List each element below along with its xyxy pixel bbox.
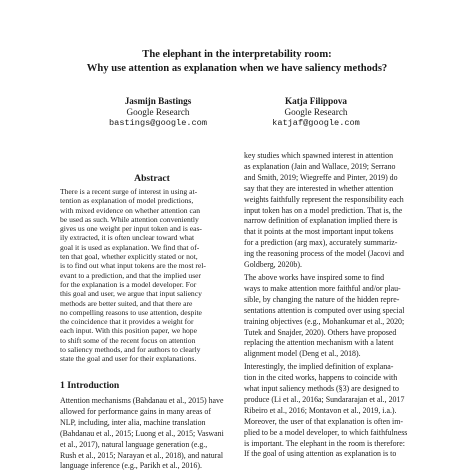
abstract-line: methods are better suited, and that there are (60, 298, 193, 308)
abstract-line: goal it is used as explanation. We find that of- (60, 242, 200, 252)
abstract-heading: Abstract (134, 173, 170, 184)
abstract-line: each input. With this position paper, we hope (60, 326, 197, 336)
abstract-line: be used as such. While attention conveniently (60, 214, 199, 224)
abstract-line: this goal and user, we argue that input saliency (60, 289, 202, 299)
author-name: Katja Filippova (284, 96, 348, 106)
body-line: Tutek and Snajder, 2020). Others have proposed (244, 327, 397, 337)
author-affiliation: Google Research (284, 107, 348, 117)
body-line: as explanation (Jain and Wallace, 2019; Serrano (244, 161, 396, 171)
abstract-line: ten that goal, whether explicitly stated or not, (60, 252, 198, 262)
author-affiliation: Google Research (126, 107, 190, 117)
body-line: (Bahdanau et al., 2015; Luong et al., 2015; Vaswani (60, 428, 224, 438)
body-line: is important. The elephant in the room is therefore: (244, 438, 405, 448)
section-heading-introduction: 1 Introduction (60, 380, 120, 391)
body-line: Interestingly, the implied definition of explana- (244, 362, 394, 372)
author-block (241, 96, 391, 129)
body-line: and Smith, 2019; Wiegreffe and Pinter, 2019) do (244, 172, 398, 182)
body-line: produce (Li et al., 2016a; Sundararajan et al., 2017 (244, 394, 405, 404)
body-line: The above works have inspired some to find (244, 272, 385, 282)
abstract-line: with mixed evidence on whether attention can (60, 205, 201, 215)
abstract-line: to shift some of the recent focus on attention (60, 335, 196, 345)
body-line: NLP, including, inter alia, machine translation (60, 417, 206, 427)
body-line: key studies which spawned interest in attention (244, 151, 394, 160)
body-line: input token has on a model prediction. That is, the (244, 205, 403, 215)
abstract-line: evant to a prediction, and that the implied user (60, 270, 202, 280)
body-line: replacing the attention mechanism with a latent (244, 338, 394, 348)
body-line: Ribeiro et al., 2016; Montavon et al., 2019, i.a.). (244, 405, 397, 415)
abstract-line: for the explanation is a model developer. For (60, 279, 197, 289)
abstract-line: state the goal and user for their explanations. (60, 354, 197, 364)
paper-title-line-2: Why use attention as explanation when we have saliency methods? (86, 63, 388, 74)
abstract-line: to saliency methods, and for authors to clearly (60, 345, 201, 355)
body-line: alignment model (Deng et al., 2018). (244, 349, 361, 359)
body-line: sentations attention is computed over using special (244, 305, 405, 315)
author-email: bastings@google.com (109, 118, 207, 128)
body-line: plied to be a model developer, to which faithfulness (244, 427, 408, 437)
author-block (83, 96, 233, 129)
author-email: katjaf@google.com (272, 118, 360, 128)
body-line: Moreover, the user of that explanation is often im- (244, 416, 403, 426)
body-line: If the goal of using attention as explanation is to (244, 449, 397, 459)
body-line: narrow definition of explanation implied there is (244, 216, 398, 226)
body-line: ing the reasoning process of the model (Jacovi and (244, 249, 404, 259)
body-line: sible, by changing the nature of the hidden repre- (244, 294, 400, 304)
abstract-body (60, 187, 250, 364)
body-line: what input saliency methods (§3) are designed to (244, 384, 399, 394)
author-name: Jasmijn Bastings (124, 96, 192, 106)
right-column-body (244, 151, 444, 460)
body-line: training objectives (e.g., Mohankumar et al., 2020; (244, 316, 405, 326)
body-line: say that they are interested in whether attention (244, 183, 394, 193)
abstract-line: is to find out what input tokens are the most rel- (60, 261, 206, 271)
abstract-line: tention as explanation of model predictions, (60, 196, 194, 206)
body-line: that it points at the most important input tokens (244, 227, 394, 237)
body-line: language inference (e.g., Parikh et al., 2016). (60, 461, 202, 471)
introduction-body (60, 396, 260, 472)
body-line: tion in the cited works, happens to coincide with (244, 373, 398, 383)
body-line: et al., 2017), natural language generation (e.g., (60, 439, 208, 449)
abstract-line: There is a recent surge of interest in using at- (60, 187, 198, 196)
body-line: Attention mechanisms (Bahdanau et al., 2015) have (60, 396, 224, 405)
body-line: for a prediction (arg max), accurately summariz- (244, 238, 398, 248)
paper-title-line-1: The elephant in the interpretability room: (142, 49, 332, 60)
abstract-line: gives us one weight per input token and is eas- (60, 224, 202, 234)
abstract-line: the coincidence that it provides a weight for (60, 317, 194, 327)
body-line: ways to make attention more faithful and/or plau- (244, 283, 401, 293)
abstract-line: no compelling reasons to use attention, despite (60, 307, 202, 317)
body-line: weights faithfully represent the responsibility each (244, 194, 404, 204)
abstract-line: ily extracted, it is often unclear toward what (60, 233, 195, 243)
body-line: Goldberg, 2020b). (244, 260, 302, 270)
body-line: Rush et al., 2015; Narayan et al., 2018), and natural (60, 450, 224, 460)
body-line: allowed for performance gains in many areas of (60, 406, 211, 416)
